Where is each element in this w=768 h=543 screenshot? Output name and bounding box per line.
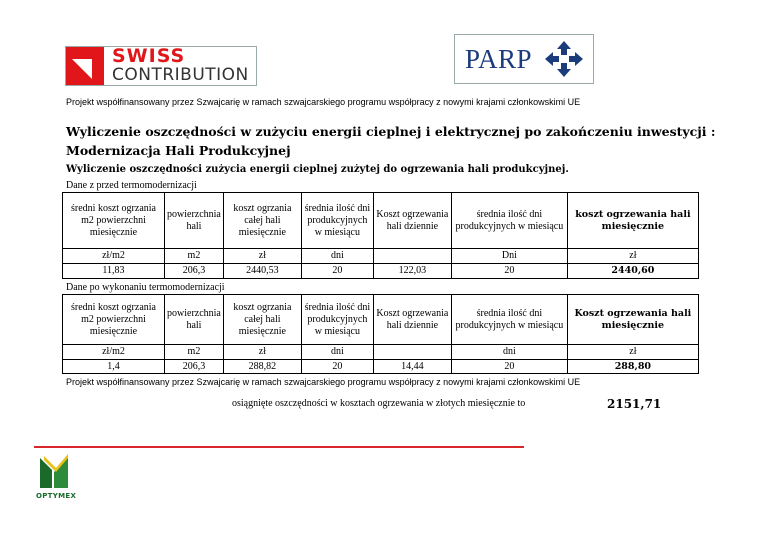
header-cell: powierzchnia hali bbox=[165, 295, 224, 345]
parp-logo bbox=[454, 34, 594, 84]
header-cell: średni koszt ogrzania m2 powierzchni miesięcznie bbox=[63, 295, 165, 345]
value-cell: 11,83 bbox=[63, 264, 165, 279]
cofinancing-note-top: Projekt współfinansowany przez Szwajcarię w ramach szwajcarskiego programu współpracy z nowymi krajami członkowskimi UE bbox=[66, 97, 581, 107]
table-values-row bbox=[63, 264, 699, 279]
table-header-row bbox=[63, 295, 699, 345]
header-cell: koszt ogrzewania hali miesięcznie bbox=[567, 193, 698, 249]
optymex-logo bbox=[36, 452, 77, 502]
unit-cell: zł/m2 bbox=[63, 249, 165, 264]
header-cell: koszt ogrzania całej hali miesięcznie bbox=[223, 193, 301, 249]
value-cell: 20 bbox=[451, 264, 567, 279]
table-header-row bbox=[63, 193, 699, 249]
table-units-row bbox=[63, 249, 699, 264]
header-cell: Koszt ogrzewania hali dziennie bbox=[373, 193, 451, 249]
value-cell: 1,4 bbox=[63, 360, 165, 374]
unit-cell: m2 bbox=[165, 345, 224, 360]
unit-cell: dni bbox=[451, 345, 567, 360]
unit-cell: zł bbox=[567, 345, 698, 360]
value-cell: 206,3 bbox=[165, 360, 224, 374]
header-cell: Koszt ogrzewania hali dziennie bbox=[373, 295, 451, 345]
header-cell: średni koszt ogrzania m2 powierzchni miesięcznie bbox=[63, 193, 165, 249]
unit-cell: zł bbox=[223, 249, 301, 264]
unit-cell: m2 bbox=[165, 249, 224, 264]
swiss-logo-text-line1: SWISS bbox=[112, 45, 186, 67]
value-cell: 288,80 bbox=[567, 360, 698, 374]
header-cell: Koszt ogrzewania hali miesięcznie bbox=[567, 295, 698, 345]
header-cell: średnia ilość dni produkcyjnych w miesiącu bbox=[451, 295, 567, 345]
swiss-contribution-logo bbox=[65, 46, 257, 86]
optymex-logo-text: OPTYMEX bbox=[36, 492, 77, 500]
unit-cell: Dni bbox=[451, 249, 567, 264]
value-cell: 206,3 bbox=[165, 264, 224, 279]
value-cell: 288,82 bbox=[223, 360, 301, 374]
parp-logo-text: PARP bbox=[465, 44, 533, 74]
page-title: Wyliczenie oszczędności w zużyciu energii cieplnej i elektrycznej po zakończeniu inwestycji : Modernizacja Hali Produkcyjnej bbox=[66, 124, 716, 158]
swiss-logo-text-line2: CONTRIBUTION bbox=[112, 65, 249, 85]
table-before-modernization bbox=[62, 192, 699, 279]
unit-cell: zł/m2 bbox=[63, 345, 165, 360]
section-subtitle: Wyliczenie oszczędności zużycia energii cieplnej zużytej do ogrzewania hali produkcyjnej. bbox=[66, 164, 569, 175]
header-cell: koszt ogrzania całej hali miesięcznie bbox=[223, 295, 301, 345]
unit-cell bbox=[373, 345, 451, 360]
caption-before-modernization: Dane z przed termomodernizacji bbox=[66, 180, 197, 191]
value-cell: 14,44 bbox=[373, 360, 451, 374]
table-values-row bbox=[63, 360, 699, 374]
value-cell: 20 bbox=[301, 264, 373, 279]
table-units-row bbox=[63, 345, 699, 360]
value-cell: 2440,53 bbox=[223, 264, 301, 279]
header-cell: średnia ilość dni produkcyjnych w miesiącu bbox=[451, 193, 567, 249]
unit-cell: zł bbox=[223, 345, 301, 360]
header-cell: powierzchnia hali bbox=[165, 193, 224, 249]
swiss-logo-mark bbox=[66, 47, 104, 85]
unit-cell: zł bbox=[567, 249, 698, 264]
cofinancing-note-bottom: Projekt współfinansowany przez Szwajcarię w ramach szwajcarskiego programu współpracy z nowymi krajami członkowskimi UE bbox=[66, 377, 581, 387]
table-after-modernization bbox=[62, 294, 699, 374]
unit-cell: dni bbox=[301, 345, 373, 360]
unit-cell: dni bbox=[301, 249, 373, 264]
parp-arrows-icon bbox=[545, 41, 583, 77]
header-cell: średnia ilość dni produkcyjnych w miesiącu bbox=[301, 193, 373, 249]
value-cell: 20 bbox=[301, 360, 373, 374]
savings-label: osiągnięte oszczędności w kosztach ogrzewania w złotych miesięcznie to bbox=[232, 398, 526, 409]
savings-value: 2151,71 bbox=[607, 397, 662, 411]
divider-line bbox=[34, 446, 524, 448]
unit-cell bbox=[373, 249, 451, 264]
header-cell: średnia ilość dni produkcyjnych w miesiącu bbox=[301, 295, 373, 345]
value-cell: 20 bbox=[451, 360, 567, 374]
optymex-mark-icon bbox=[38, 452, 72, 490]
value-cell: 122,03 bbox=[373, 264, 451, 279]
value-cell: 2440,60 bbox=[567, 264, 698, 279]
caption-after-modernization: Dane po wykonaniu termomodernizacji bbox=[66, 282, 225, 293]
